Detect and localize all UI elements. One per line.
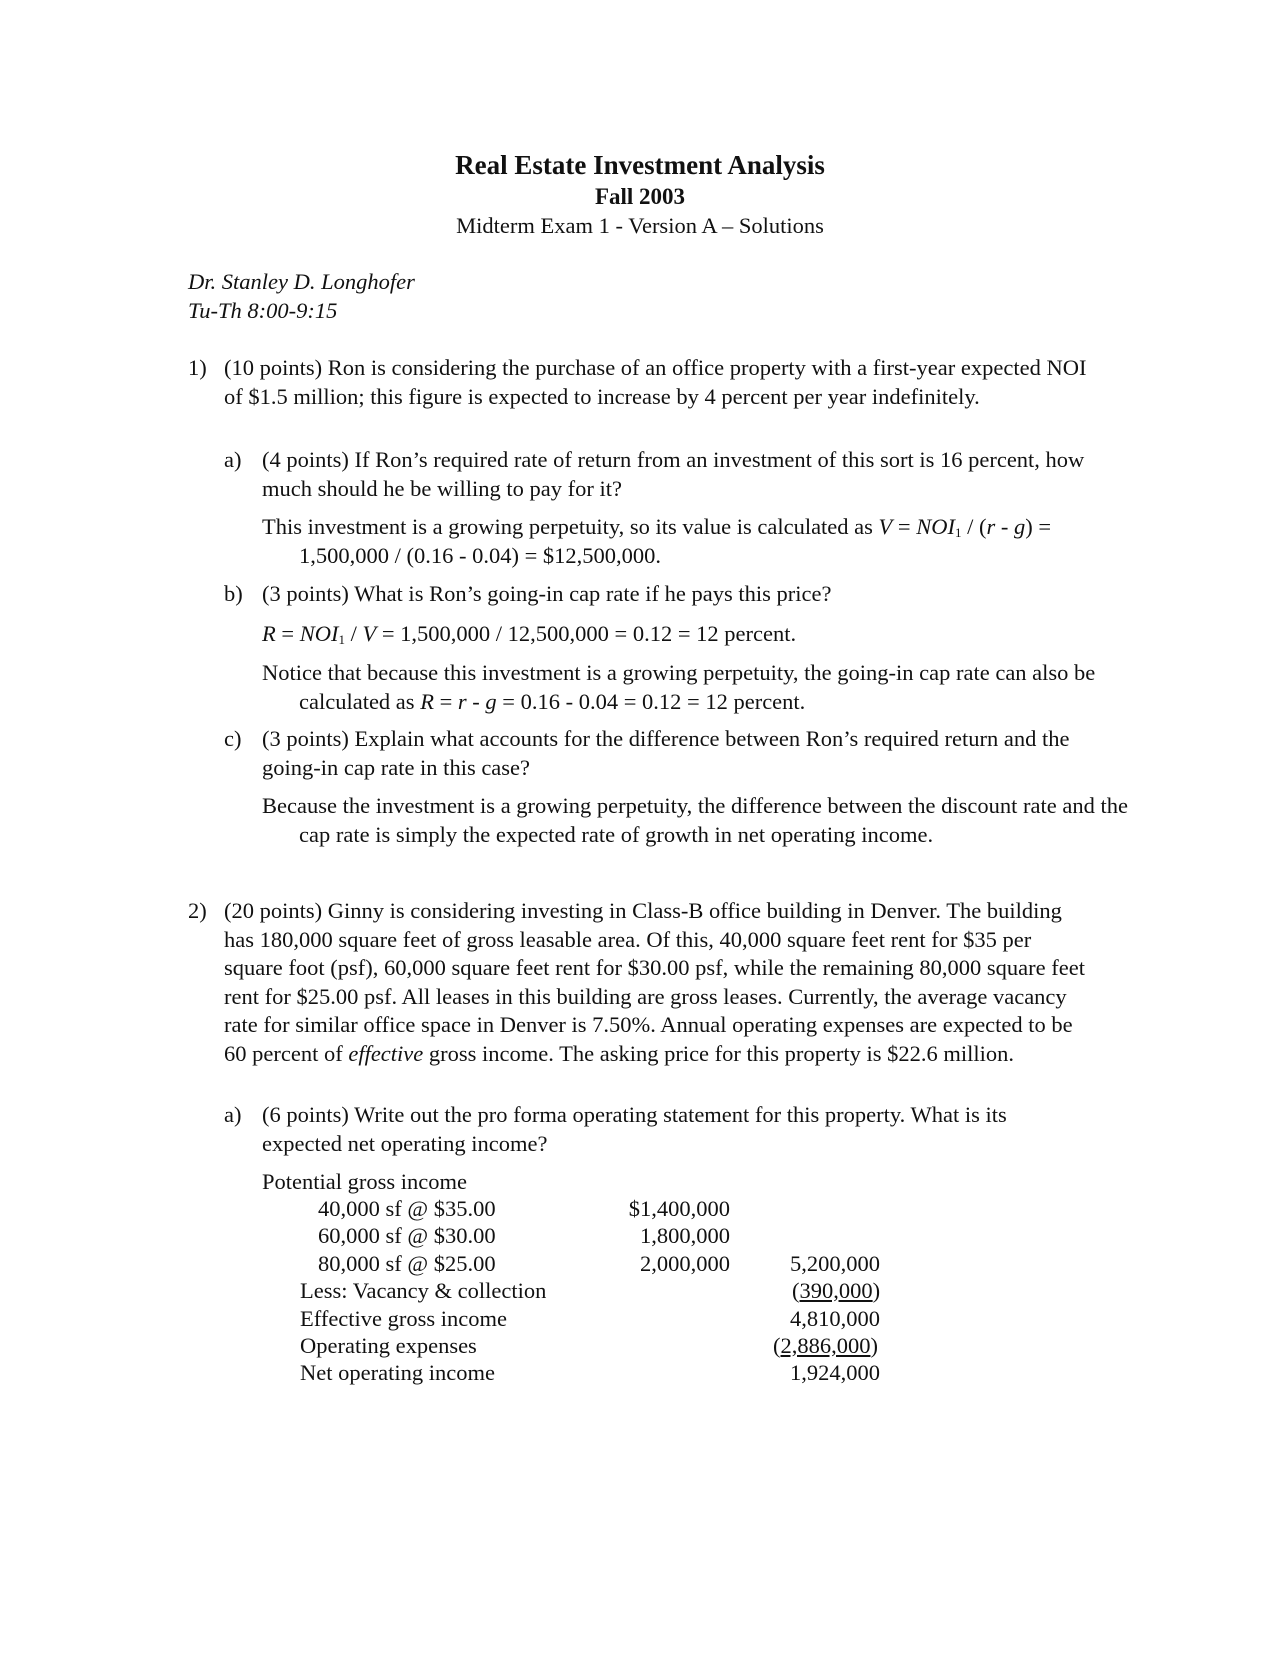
egi-value: 4,810,000	[790, 1306, 880, 1331]
question-1a-text: (4 points) If Ron’s required rate of return from an investment of this sort is 16 percent, how much should he be willing to pay for it?	[262, 447, 1085, 501]
rent-row-label: 40,000 sf @ $35.00	[318, 1196, 496, 1221]
class-schedule: Tu-Th 8:00-9:15	[188, 297, 338, 323]
question-2-number: 2)	[188, 898, 207, 923]
author-name: Dr. Stanley D. Longhofer	[188, 269, 415, 294]
question-1c-answer: Because the investment is a growing perpetuity, the difference between the discount rate and the cap rate is simply the expected rate of growth in net operating income.	[262, 793, 1128, 847]
vacancy-value: (390,000)	[792, 1278, 881, 1303]
rent-row-label: 80,000 sf @ $25.00	[318, 1251, 496, 1276]
question-1b-note: Notice that because this investment is a growing perpetuity, the going-in cap rate can also be calculated as R = r - g = 0.16 - 0.04 = 0.12 = 12 percent.	[262, 660, 1096, 714]
document-title: Real Estate Investment Analysis	[455, 150, 825, 180]
question-1c-label: c)	[224, 726, 242, 751]
noi-value: 1,924,000	[790, 1360, 880, 1385]
pgi-label: Potential gross income	[262, 1169, 467, 1194]
document-header	[0, 148, 1280, 240]
vacancy-label: Less: Vacancy & collection	[300, 1278, 547, 1303]
document-term: Fall 2003	[594, 184, 686, 209]
pgi-total: 5,200,000	[790, 1251, 880, 1276]
rent-row-amount: 2,000,000	[640, 1251, 730, 1276]
question-2a-label: a)	[224, 1102, 242, 1127]
question-1-number: 1)	[188, 355, 207, 380]
opex-label: Operating expenses	[300, 1333, 477, 1358]
question-2-text: (20 points) Ginny is considering investing in Class-B office building in Denver. The building has 180,000 square feet of gross leasable area. Of this, 40,000 square feet rent for $35 per square foot (psf), 60,000 square feet rent for $30.00 psf, while the remaining 80,000 square feet rent for $25.00 psf. All leases in this building are gross leases. Currently, the average vacancy rate for similar office space in Denver is 7.50%. Annual operating expenses are expected to be 60 percent of effective gross income. The asking price for this property is $22.6 million.	[224, 898, 1085, 1066]
rent-row-amount: 1,800,000	[640, 1223, 730, 1248]
opex-value: (2,886,000)	[773, 1333, 878, 1358]
rent-row-amount: $1,400,000	[628, 1196, 730, 1221]
question-1-text: (10 points) Ron is considering the purchase of an office property with a first-year expected NOI of $1.5 million; this figure is expected to increase by 4 percent per year indefinitely.	[224, 355, 1087, 409]
question-1b-label: b)	[224, 581, 243, 606]
question-2a-text: (6 points) Write out the pro forma operating statement for this property. What is its expected net operating income?	[262, 1102, 1007, 1156]
question-1a-label: a)	[224, 447, 242, 472]
question-1b-text: (3 points) What is Ron’s going-in cap rate if he pays this price?	[262, 581, 832, 606]
question-1a-answer: This investment is a growing perpetuity, so its value is calculated as $V = NOI_1 / (r - g) = 1,500,000 / (0.16 - 0.04)$ = $12,500,000.	[262, 514, 1052, 568]
exam-version: Midterm Exam 1 - Version A – Solutions	[456, 213, 824, 238]
author-block	[188, 268, 415, 325]
question-1b-answer: $R = NOI_1 / V = 1,500,000 / 12,500,000 = 0.12 = 12$ percent.	[262, 621, 797, 647]
egi-label: Effective gross income	[300, 1306, 508, 1331]
rent-row-label: 60,000 sf @ $30.00	[318, 1223, 496, 1248]
question-1c-text: (3 points) Explain what accounts for the difference between Ron’s required return and the going-in cap rate in this case?	[262, 726, 1070, 780]
noi-label: Net operating income	[300, 1360, 495, 1385]
